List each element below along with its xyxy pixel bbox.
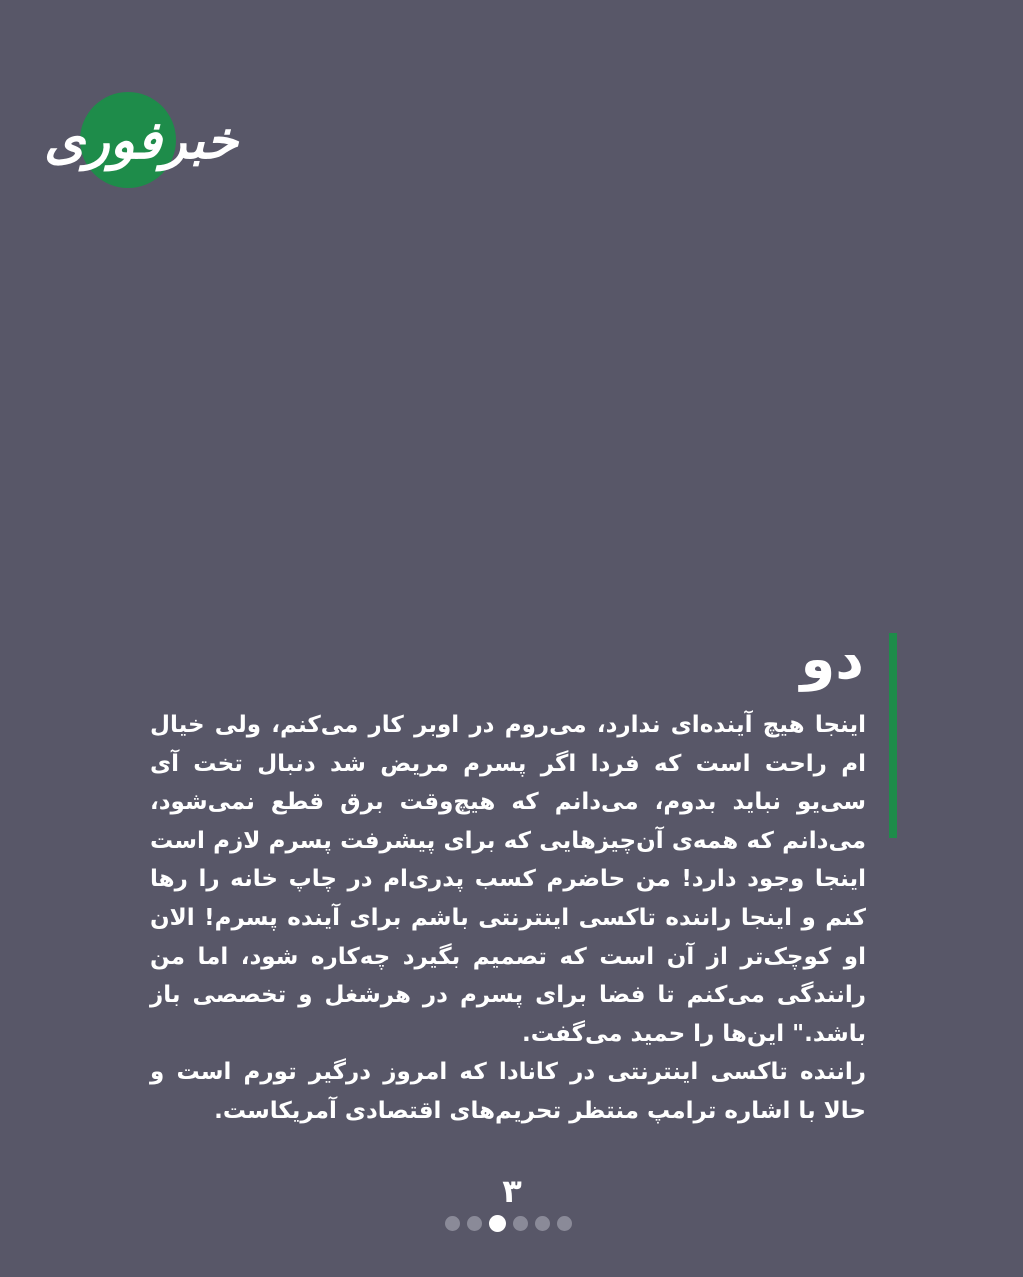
- pagination-dots[interactable]: [445, 1214, 572, 1232]
- logo-text: خبرفوری: [43, 110, 238, 171]
- pagination-dot[interactable]: [445, 1216, 460, 1231]
- article-body: [150, 706, 866, 1131]
- pagination-dot[interactable]: [467, 1216, 482, 1231]
- pagination-dot[interactable]: [513, 1216, 528, 1231]
- pagination-dot[interactable]: [557, 1216, 572, 1231]
- brand-logo: [43, 92, 240, 192]
- pagination-dot-active[interactable]: [489, 1215, 506, 1232]
- page-number: ۳: [502, 1172, 522, 1210]
- pagination-dot[interactable]: [535, 1216, 550, 1231]
- section-heading: دو: [800, 627, 864, 692]
- paragraph-quote: اینجا هیچ آینده‌ای ندارد، می‌روم در اوبر کار می‌کنم، ولی خیال ام راحت است که فردا اگر پسرم مریض شد دنبال تخت آی سی‌یو نباید بدوم، می‌دانم که هیچ‌وقت برق قطع نمی‌شود، می‌دانم که همه‌ی آن‌چیزهایی که برای پیشرفت پسرم لازم است اینجا وجود دارد! من حاضرم کسب پدری‌ام در چاپ خانه را رها کنم و اینجا راننده تاکسی اینترنتی باشم برای آینده پسرم! الان او کوچک‌تر از آن است که تصمیم بگیرد چه‌کاره شود، اما من رانندگی می‌کنم تا فضا برای پسرم در هرشغل و تخصصی باز باشد." این‌ها را حمید می‌گفت.: [150, 712, 866, 1047]
- accent-bar: [889, 633, 897, 838]
- paragraph-summary: راننده تاکسی اینترنتی در کانادا که امروز درگیر تورم است و حالا با اشاره ترامپ منتظر تحریم‌های اقتصادی آمریکاست.: [150, 1059, 866, 1124]
